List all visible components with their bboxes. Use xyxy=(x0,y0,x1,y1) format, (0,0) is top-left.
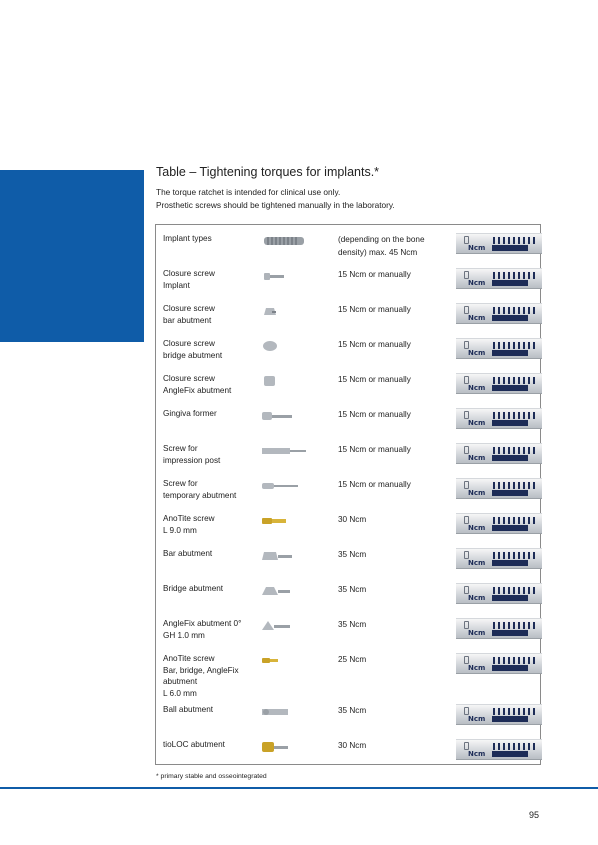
table-row xyxy=(156,735,540,770)
ratchet-scale xyxy=(493,622,537,629)
ratchet-window xyxy=(492,490,528,496)
torque-ratchet-icon xyxy=(456,338,542,359)
table-row xyxy=(156,334,540,369)
torque-ratchet-icon xyxy=(456,618,542,639)
ratchet-scale xyxy=(493,517,537,524)
torque-ratchet-icon xyxy=(456,408,542,429)
ratchet-unit-label: Ncm xyxy=(468,715,486,723)
ratchet-window xyxy=(492,315,528,321)
anotite-screw-short-icon xyxy=(260,654,318,666)
implant-type-label: tioLOC abutment xyxy=(163,740,225,749)
table-row xyxy=(156,404,540,439)
table-row xyxy=(156,299,540,334)
ratchet-window xyxy=(492,420,528,426)
implant-type-label: AnoTite screw L 9.0 mm xyxy=(163,514,215,535)
anglefix-abutment-icon xyxy=(260,619,318,631)
implant-type-label: Bar abutment xyxy=(163,549,213,558)
ratchet-window xyxy=(492,280,528,286)
ratchet-pin-icon xyxy=(464,551,469,559)
ratchet-pin-icon xyxy=(464,481,469,489)
ratchet-window xyxy=(492,245,528,251)
torque-ratchet-icon xyxy=(456,268,542,289)
torque-value: 15 Ncm or manually xyxy=(338,480,411,489)
torque-ratchet-icon xyxy=(456,478,542,499)
ratchet-pin-icon xyxy=(464,656,469,664)
torque-value: 15 Ncm or manually xyxy=(338,270,411,279)
table-row xyxy=(156,509,540,544)
torque-value: 15 Ncm or manually xyxy=(338,305,411,314)
intro-line-2: Prosthetic screws should be tightened manually in the laboratory. xyxy=(156,200,395,210)
table-row xyxy=(156,614,540,649)
footer-rule xyxy=(0,787,598,789)
torque-value: 15 Ncm or manually xyxy=(338,375,411,384)
closure-screw-anglefix-icon xyxy=(260,374,318,386)
torque-value: 30 Ncm xyxy=(338,741,367,750)
bridge-abutment-icon xyxy=(260,584,318,596)
ratchet-pin-icon xyxy=(464,707,469,715)
ratchet-window xyxy=(492,665,528,671)
ratchet-scale xyxy=(493,482,537,489)
ratchet-pin-icon xyxy=(464,411,469,419)
closure-screw-bar-abutment-icon xyxy=(260,304,318,316)
implant-type-label: Screw for temporary abutment xyxy=(163,479,237,500)
table-row xyxy=(156,544,540,579)
ratchet-unit-label: Ncm xyxy=(468,454,486,462)
table-row xyxy=(156,439,540,474)
implant-type-label: Closure screw bridge abutment xyxy=(163,339,223,360)
ball-abutment-icon xyxy=(260,705,318,717)
ratchet-unit-label: Ncm xyxy=(468,594,486,602)
ratchet-scale xyxy=(493,743,537,750)
torque-value: 35 Ncm xyxy=(338,550,367,559)
ratchet-unit-label: Ncm xyxy=(468,664,486,672)
ratchet-unit-label: Ncm xyxy=(468,349,486,357)
ratchet-unit-label: Ncm xyxy=(468,524,486,532)
ratchet-pin-icon xyxy=(464,236,469,244)
torque-ratchet-icon xyxy=(456,443,542,464)
ratchet-pin-icon xyxy=(464,742,469,750)
torque-ratchet-icon xyxy=(456,548,542,569)
table-row xyxy=(156,700,540,735)
table-row xyxy=(156,264,540,299)
ratchet-scale xyxy=(493,342,537,349)
ratchet-pin-icon xyxy=(464,516,469,524)
ratchet-scale xyxy=(493,657,537,664)
implant-type-label: Closure screw Implant xyxy=(163,269,215,290)
torque-table xyxy=(155,224,541,765)
torque-value: 30 Ncm xyxy=(338,515,367,524)
ratchet-scale xyxy=(493,412,537,419)
ratchet-scale xyxy=(493,552,537,559)
blue-side-block xyxy=(0,170,144,342)
ratchet-pin-icon xyxy=(464,586,469,594)
ratchet-unit-label: Ncm xyxy=(468,314,486,322)
torque-ratchet-icon xyxy=(456,233,542,254)
table-row xyxy=(156,474,540,509)
implant-type-label: Gingiva former xyxy=(163,409,217,418)
implant-type-label: Ball abutment xyxy=(163,705,214,714)
tioloc-abutment-icon xyxy=(260,740,318,752)
closure-screw-implant-icon xyxy=(260,269,318,281)
ratchet-scale xyxy=(493,708,537,715)
ratchet-unit-label: Ncm xyxy=(468,279,486,287)
implant-type-label: Bridge abutment xyxy=(163,584,224,593)
torque-value: 15 Ncm or manually xyxy=(338,410,411,419)
torque-value: 35 Ncm xyxy=(338,706,367,715)
ratchet-window xyxy=(492,595,528,601)
gingiva-former-icon xyxy=(260,409,318,421)
table-row xyxy=(156,369,540,404)
ratchet-pin-icon xyxy=(464,446,469,454)
table-row xyxy=(156,649,540,698)
ratchet-unit-label: Ncm xyxy=(468,244,486,252)
torque-ratchet-icon xyxy=(456,739,542,760)
ratchet-scale xyxy=(493,307,537,314)
ratchet-unit-label: Ncm xyxy=(468,489,486,497)
ratchet-unit-label: Ncm xyxy=(468,419,486,427)
torque-value: 35 Ncm xyxy=(338,620,367,629)
ratchet-scale xyxy=(493,272,537,279)
ratchet-window xyxy=(492,385,528,391)
torque-value: 35 Ncm xyxy=(338,585,367,594)
implant-type-label: Closure screw bar abutment xyxy=(163,304,215,325)
table-row xyxy=(156,229,540,264)
ratchet-scale xyxy=(493,377,537,384)
ratchet-scale xyxy=(493,587,537,594)
ratchet-unit-label: Ncm xyxy=(468,559,486,567)
closure-screw-bridge-abutment-icon xyxy=(260,339,318,351)
torque-value: 25 Ncm xyxy=(338,655,367,664)
implant-type-label: Closure screw AngleFix abutment xyxy=(163,374,232,395)
intro-line-1: The torque ratchet is intended for clinical use only. xyxy=(156,187,341,197)
torque-ratchet-icon xyxy=(456,513,542,534)
torque-value: 15 Ncm or manually xyxy=(338,340,411,349)
torque-value: 15 Ncm or manually xyxy=(338,445,411,454)
implant-icon xyxy=(260,234,318,246)
anotite-screw-icon xyxy=(260,514,318,526)
ratchet-unit-label: Ncm xyxy=(468,750,486,758)
ratchet-scale xyxy=(493,447,537,454)
page-title: Table – Tightening torques for implants.* xyxy=(156,165,380,179)
implant-type-label: AngleFix abutment 0° GH 1.0 mm xyxy=(163,619,242,640)
ratchet-pin-icon xyxy=(464,271,469,279)
ratchet-pin-icon xyxy=(464,621,469,629)
ratchet-window xyxy=(492,751,528,757)
implant-type-label: Implant types xyxy=(163,234,212,243)
ratchet-unit-label: Ncm xyxy=(468,384,486,392)
page-number: 95 xyxy=(529,810,540,820)
torque-ratchet-icon xyxy=(456,583,542,604)
ratchet-pin-icon xyxy=(464,376,469,384)
implant-type-label: Screw for impression post xyxy=(163,444,221,465)
ratchet-window xyxy=(492,560,528,566)
torque-value: (depending on the bone density) max. 45 Ncm xyxy=(338,235,425,257)
ratchet-window xyxy=(492,455,528,461)
ratchet-unit-label: Ncm xyxy=(468,629,486,637)
footnote: * primary stable and osseointegrated xyxy=(156,773,267,780)
torque-ratchet-icon xyxy=(456,653,542,674)
ratchet-window xyxy=(492,716,528,722)
ratchet-window xyxy=(492,525,528,531)
ratchet-window xyxy=(492,630,528,636)
ratchet-pin-icon xyxy=(464,306,469,314)
intro-text xyxy=(156,186,395,212)
torque-ratchet-icon xyxy=(456,303,542,324)
torque-ratchet-icon xyxy=(456,373,542,394)
bar-abutment-icon xyxy=(260,549,318,561)
impression-post-screw-icon xyxy=(260,444,318,456)
table-row xyxy=(156,579,540,614)
temporary-abutment-screw-icon xyxy=(260,479,318,491)
ratchet-scale xyxy=(493,237,537,244)
torque-ratchet-icon xyxy=(456,704,542,725)
implant-type-label: AnoTite screw Bar, bridge, AngleFix abutment L 6.0 mm xyxy=(163,654,239,698)
ratchet-window xyxy=(492,350,528,356)
ratchet-pin-icon xyxy=(464,341,469,349)
